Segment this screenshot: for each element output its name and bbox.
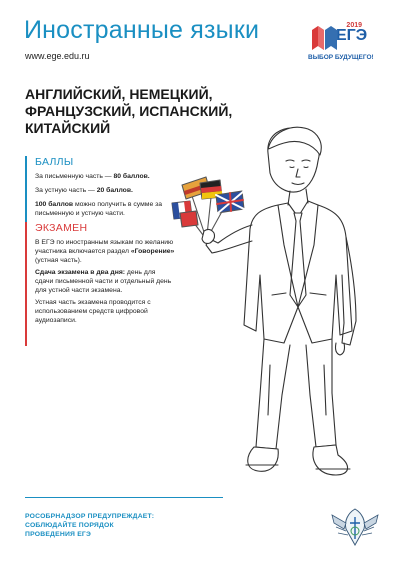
logo-year: 2019 (346, 22, 362, 29)
footer-divider (25, 497, 223, 498)
exam-paragraph-audio: Устная часть экзамена проводится с использованием средств цифровой аудиозаписи. (35, 299, 151, 324)
exam-section (25, 222, 175, 346)
subjects-line: ФРАНЦУЗСКИЙ, ИСПАНСКИЙ, (25, 103, 233, 119)
warning-line: РОСОБРНАДЗОР ПРЕДУПРЕЖДАЕТ: (25, 513, 155, 520)
website-url[interactable]: www.ege.edu.ru (25, 51, 90, 61)
written-points-label: За письменную часть — (35, 173, 114, 180)
exam-paragraph-speaking (35, 238, 175, 265)
footer-warning (25, 512, 154, 539)
written-points-value: 80 баллов. (113, 173, 150, 180)
page-title: Иностранные языки (24, 16, 260, 44)
exam-paragraph-two-days (35, 268, 175, 295)
total-points-value: 100 баллов (35, 201, 74, 208)
subjects-line: КИТАЙСКИЙ (25, 120, 111, 136)
exam-speaking-text: В ЕГЭ по иностранным языкам по желанию участника включается раздел (35, 239, 174, 255)
exam-heading: ЭКЗАМЕН (35, 222, 88, 234)
boy-with-flags-illustration (160, 125, 380, 490)
ege-logo-icon (304, 20, 384, 72)
exam-two-days-bold: Сдача экзамена в два дня: (35, 269, 126, 276)
flags-icon (172, 177, 244, 235)
oral-points-value: 20 баллов. (96, 187, 133, 194)
warning-line: ПРОВЕДЕНИЯ ЕГЭ (25, 531, 92, 538)
points-heading: БАЛЛЫ (35, 156, 74, 168)
logo-tagline: ВЫБОР БУДУЩЕГО! (308, 54, 374, 61)
subjects-line: АНГЛИЙСКИЙ, НЕМЕЦКИЙ, (25, 86, 213, 102)
exam-two-days-text: день для сдачи письменной части и отдельный день для устной части экзамена. (35, 269, 172, 294)
total-points-text: можно получить в сумме за письменную и устную части. (35, 201, 163, 217)
exam-speaking-suffix: (устная часть). (35, 257, 82, 264)
warning-line: СОБЛЮДАЙТЕ ПОРЯДОК (25, 522, 114, 529)
exam-speaking-bold: «Говорение» (130, 248, 175, 255)
logo-brand: ЕГЭ (336, 27, 368, 44)
rosobrnadzor-emblem-icon (330, 505, 380, 549)
exam-body (35, 238, 175, 325)
oral-points-label: За устную часть — (35, 187, 97, 194)
